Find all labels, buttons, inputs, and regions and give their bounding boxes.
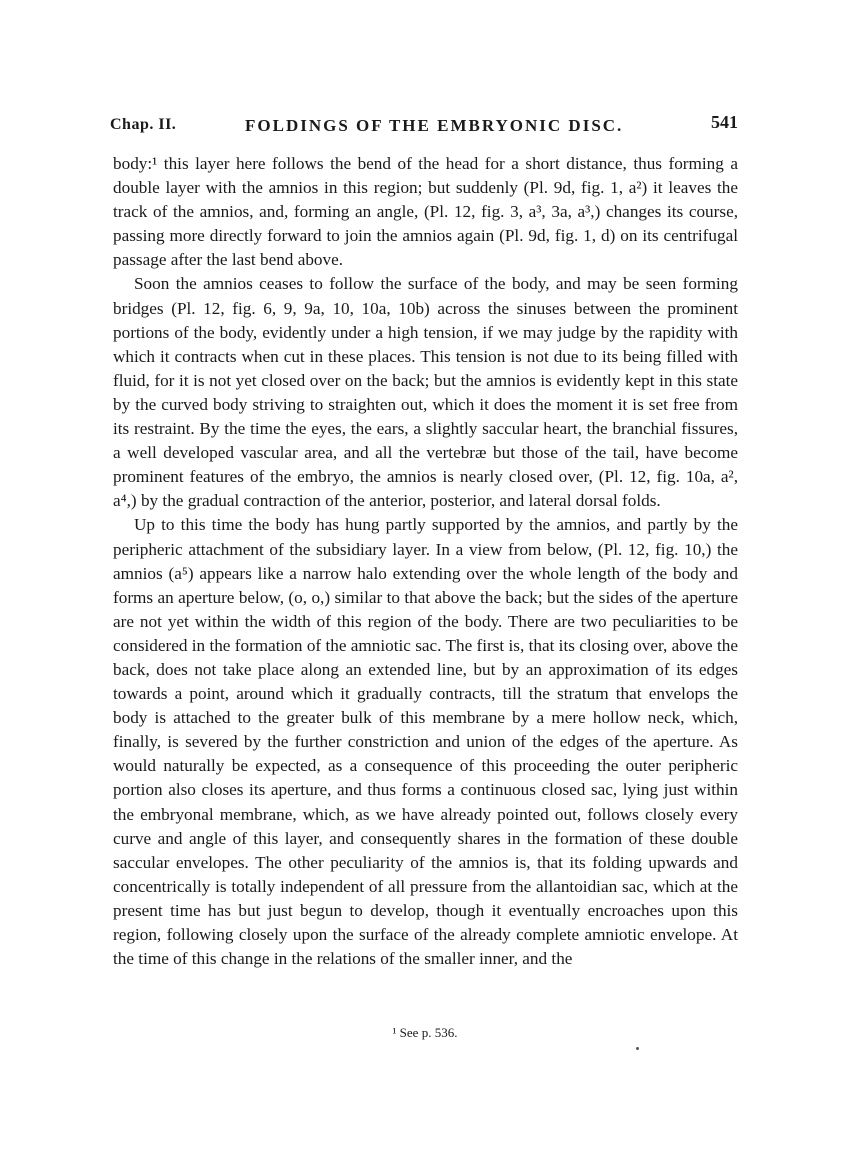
paragraph-3: Up to this time the body has hung partly supported by the amnios, and partly by the peripheric attachment of the subsidiary layer. In a view from below, (Pl. 12, fig. 10,) the amnios (a⁵) appears like a narrow halo extending over the whole length of the body and forms an aperture below, (o, o,) similar to that above the back; but the sides of the aperture are not yet within the width of this region of the body. There are two peculiarities to be considered in the formation of the amniotic sac. The first is, that its closing over, above the back, does not take place along an extended line, but by an approximation of its edges towards a point, around which it gradually contracts, till the stratum that envelops the body is attached to the greater bulk of this membrane by a mere hollow neck, which, finally, is severed by the further constriction and union of the edges of the aperture. As would naturally be expected, as a consequence of this proceeding the outer peripheric portion also closes its aperture, and thus forms a continuous closed sac, lying just within the embryonal membrane, which, as we have already pointed out, follows closely every curve and angle of this layer, and consequently shares in the formation of these double saccular envelopes. The other peculiarity of the amnios is, that its folding upwards and concentrically is totally independent of all pressure from the allantoidian sac, which at the present time has but just begun to develop, though it eventually encroaches upon this region, following closely upon the surface of the already complete amniotic envelope. At the time of this change in the relations of the smaller inner, and the xyxy=(113,515,738,969)
running-header xyxy=(110,112,738,142)
paragraph-1: body:¹ this layer here follows the bend of the head for a short distance, thus forming a double layer with the amnios in this region; but suddenly (Pl. 9d, fig. 1, a²) it leaves the track of the amnios, and, forming an angle, (Pl. 12, fig. 3, a³, 3a, a³,) changes its course, passing more directly forward to join the amnios again (Pl. 9d, fig. 1, d) on its centrifugal passage after the last bend above. xyxy=(113,154,738,270)
page-number: 541 xyxy=(711,112,738,132)
body-text xyxy=(113,152,738,971)
page-title: FOLDINGS OF THE EMBRYONIC DISC. xyxy=(245,116,624,135)
ink-speck xyxy=(636,1047,639,1050)
footnote: ¹ See p. 536. xyxy=(392,1025,458,1040)
paragraph-2: Soon the amnios ceases to follow the surface of the body, and may be seen forming bridges (Pl. 12, fig. 6, 9, 9a, 10, 10a, 10b) across the sinuses between the prominent portions of the body, evidently under a high tension, if we may judge by the rapidity with which it contracts when cut in these places. This tension is not due to its being filled with fluid, for it is not yet closed over on the back; but the amnios is evidently kept in this state by the curved body striving to straighten out, which it does the moment it is set free from its restraint. By the time the eyes, the ears, a slightly saccular heart, the branchial fissures, a well developed vascular area, and all the vertebræ but those of the tail, have become prominent features of the embryo, the amnios is nearly closed over, (Pl. 12, fig. 10a, a², a⁴,) by the gradual contraction of the anterior, posterior, and lateral dorsal folds. xyxy=(113,274,738,511)
chapter-label: Chap. II. xyxy=(110,116,177,133)
